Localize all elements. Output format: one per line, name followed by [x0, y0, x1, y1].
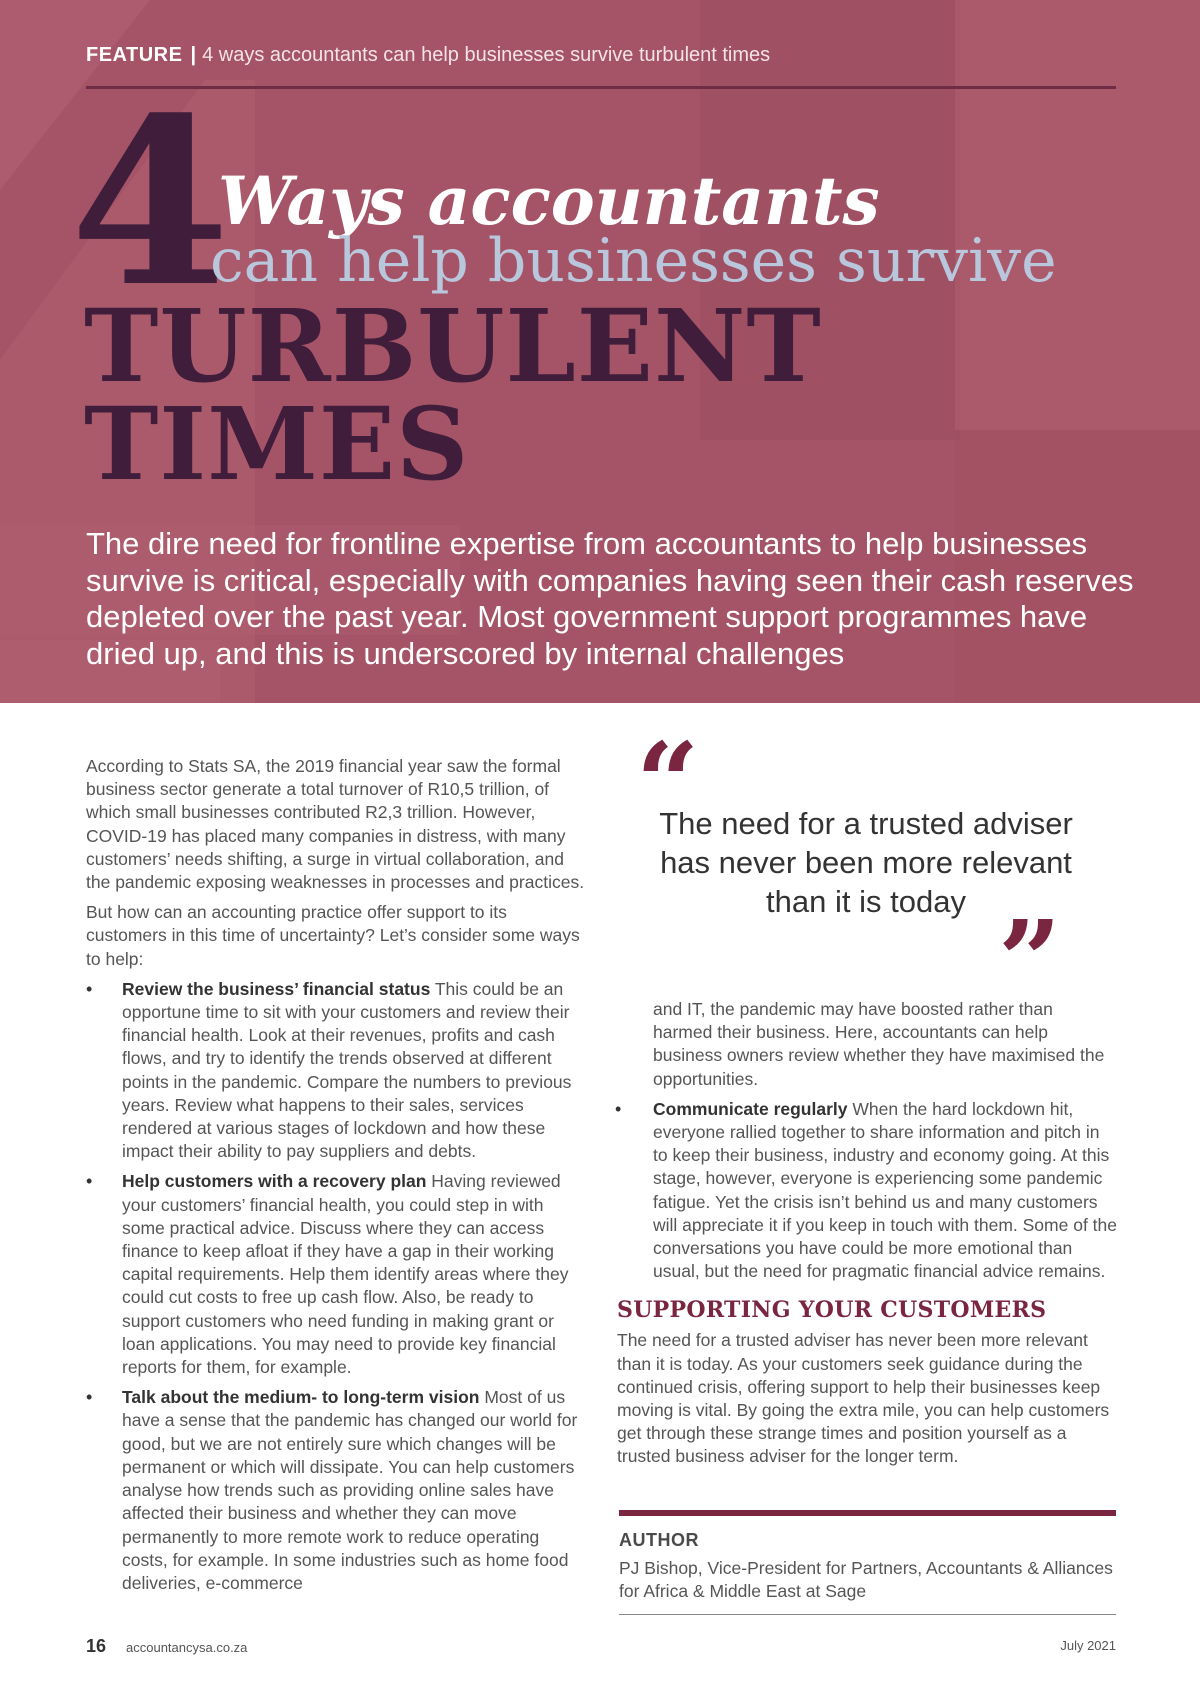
page-footer	[86, 1636, 1116, 1660]
author-divider	[619, 1510, 1116, 1516]
list-item-heading: Review the business’ financial status	[122, 978, 431, 999]
standfirst: The dire need for frontline expertise from accountants to help businesses survive is critical, especially with companies having seen their cash reserves depleted over the past year. Most government support programmes have dried up, and this is underscored by internal challenges	[86, 526, 1134, 671]
list-item-heading: Communicate regularly	[653, 1098, 848, 1119]
list-item	[86, 1170, 586, 1379]
headline-line-4: TIMES	[84, 385, 470, 503]
headline-number: 4	[70, 68, 231, 338]
tips-list-continued	[617, 1098, 1117, 1284]
hero-banner	[0, 0, 1200, 703]
header-divider	[86, 86, 1116, 89]
list-item	[617, 1098, 1117, 1284]
open-quote-icon: “	[636, 718, 700, 847]
close-quote-icon: ”	[998, 896, 1062, 1025]
right-column	[617, 998, 1117, 1469]
bullet-icon: •	[615, 1098, 622, 1119]
bullet-icon: •	[86, 978, 93, 999]
page-number: 16	[86, 1636, 107, 1656]
feature-header	[86, 44, 1116, 67]
continued-paragraph: and IT, the pandemic may have boosted rather than harmed their business. Here, accountants can help business owners review whether they have maximised the opportunities.	[653, 999, 1105, 1089]
pull-quote	[620, 718, 1116, 1025]
author-label: AUTHOR	[619, 1530, 699, 1550]
list-item-text: Most of us have a sense that the pandemic has changed our world for good, but we are not entirely sure which changes will be permanent or which will dissipate. You can help customers analyse how trends such as providing online sales have affected their business and whether they can move permanently to more remote work to reduce operating costs, for example. In some industries such as home food deliveries, e-commerce	[122, 1387, 578, 1593]
tips-list	[86, 978, 586, 1595]
list-item-text: When the hard lockdown hit, everyone rallied together to share information and pitch in to keep their business, industry and economy going. At this stage, however, everyone is experiencing some pandemic fatigue. Yet the crisis isn’t behind us and many customers will appreciate it if you keep in touch with them. Some of the conversations you have could be more emotional than usual, but the need for pragmatic financial advice remains.	[653, 1098, 1117, 1282]
list-item-heading: Help customers with a recovery plan	[122, 1171, 427, 1192]
website-link[interactable]: accountancysa.co.za	[126, 1640, 248, 1655]
headline-line-1: Ways accountants	[218, 162, 880, 240]
left-column	[86, 755, 586, 1602]
pull-quote-text: The need for a trusted adviser has never been more relevant than it is today	[659, 806, 1073, 919]
issue-date: July 2021	[1060, 1638, 1116, 1653]
section-paragraph: The need for a trusted adviser has never been more relevant than it is today. As your customers seek guidance during the continued crisis, offering support to help their businesses keep moving is vital. By going the extra mile, you can help customers get through these strange times and position yourself as a trusted business adviser for the longer term.	[617, 1330, 1110, 1467]
feature-tag: FEATURE	[86, 44, 183, 66]
author-bottom-divider	[619, 1614, 1116, 1615]
intro-paragraph-2: But how can an accounting practice offer support to its customers in this time of uncertainty? Let’s consider some ways to help:	[86, 902, 580, 969]
intro-paragraph-1: According to Stats SA, the 2019 financial year saw the formal business sector generate a total turnover of R10,5 trillion, of which small businesses contributed R2,3 trillion. However, COVID-19 has placed many companies in distress, with many customers’ needs shifting, a surge in virtual collaboration, and the pandemic exposing weaknesses in processes and practices.	[86, 756, 585, 893]
list-item-text: This could be an opportune time to sit with your customers and review their financial health. Look at their revenues, profits and cash flows, and try to identify the trends observed at different points in the pandemic. Compare the numbers to previous years. Review what happens to their sales, services rendered at various stages of lockdown and how these impact their ability to pay suppliers and debts.	[122, 978, 572, 1162]
headline-line-3: TURBULENT	[84, 287, 822, 405]
feature-subtitle: 4 ways accountants can help businesses survive turbulent times	[202, 44, 771, 66]
bullet-icon: •	[86, 1171, 93, 1192]
section-heading: SUPPORTING YOUR CUSTOMERS	[617, 1297, 1047, 1324]
list-item-heading: Talk about the medium- to long-term vision	[122, 1387, 480, 1408]
header-separator: |	[190, 44, 197, 66]
author-bio: PJ Bishop, Vice-President for Partners, Accountants & Alliances for Africa & Middle East at Sage	[619, 1558, 1113, 1601]
headline-line-2: can help businesses survive	[210, 226, 1057, 296]
list-item	[86, 1386, 586, 1595]
bullet-icon: •	[86, 1387, 93, 1408]
list-item-text: Having reviewed your customers’ financial health, you could step in with some practical advice. Discuss where they can access finance to keep afloat if they have a gap in their working capital requirements. Help them identify areas where they could cut costs to free up cash flow. Also, be ready to support customers who need funding in making grant or loan applications. You may need to provide key financial reports for them, for example.	[122, 1171, 569, 1378]
list-item	[86, 978, 586, 1164]
